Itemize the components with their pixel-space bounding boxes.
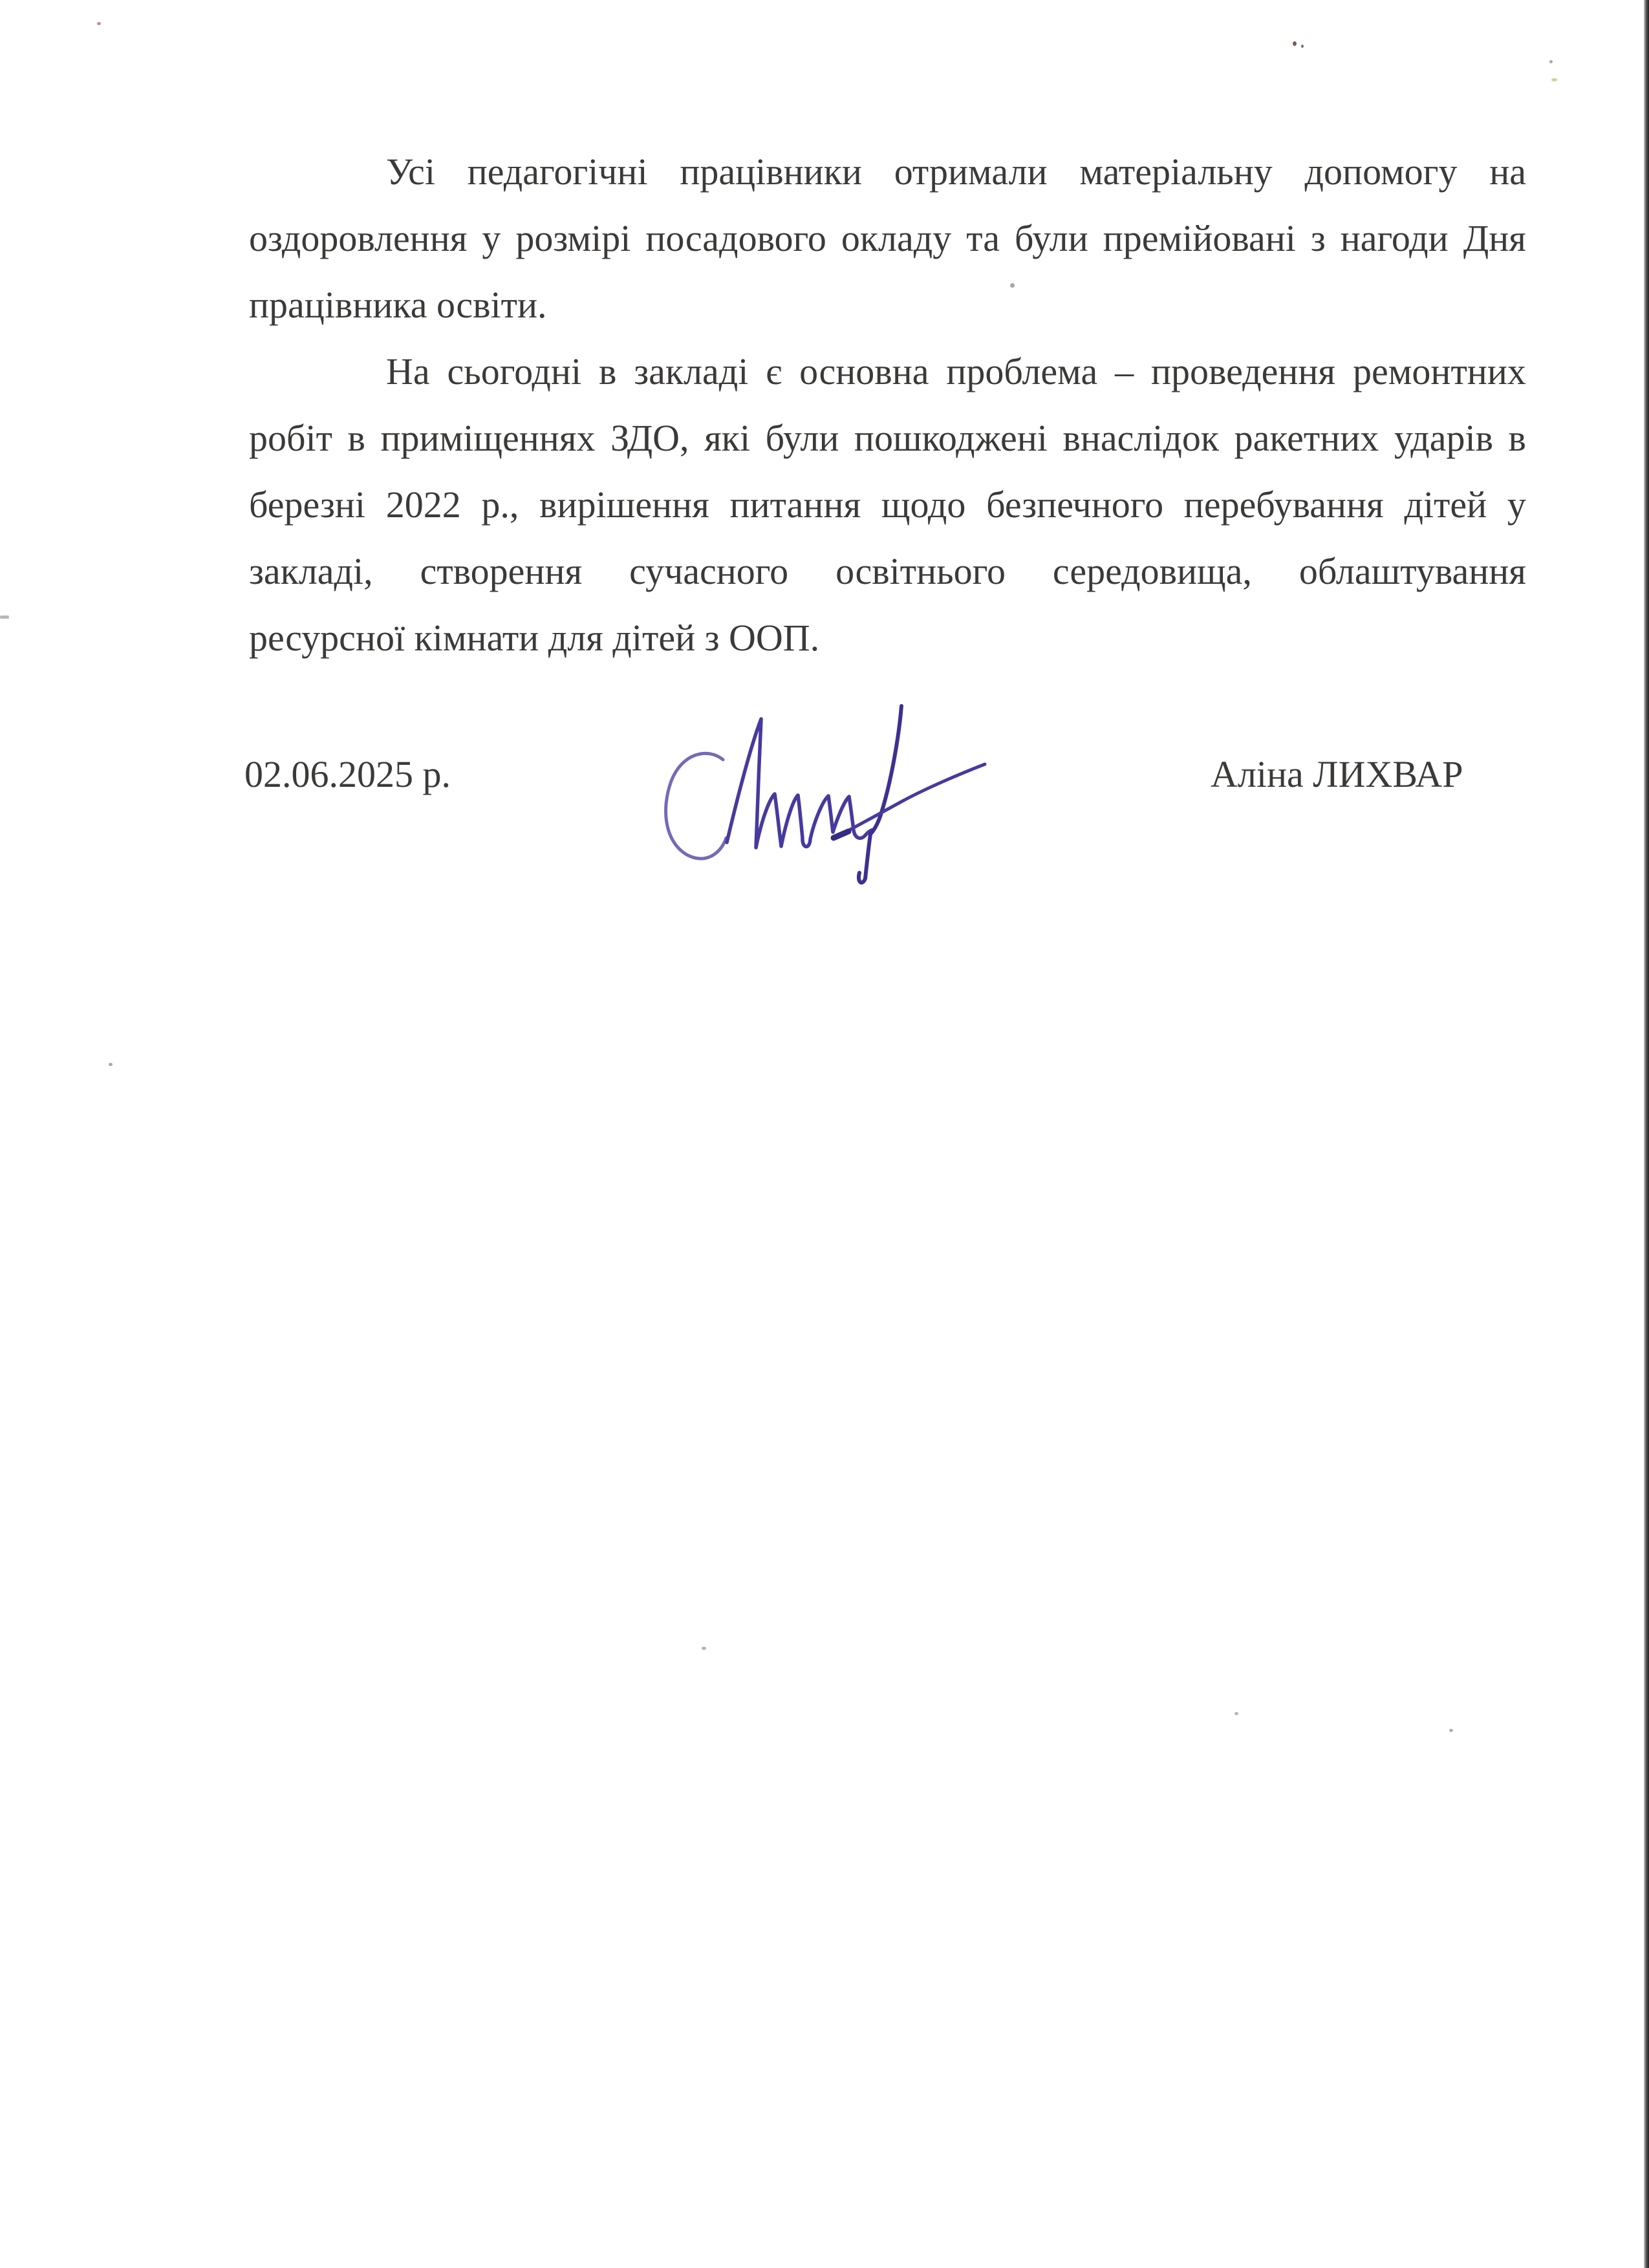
- scan-speckle: [1301, 45, 1304, 48]
- body-line: ресурсної кімнати для дітей з ООП.: [249, 617, 820, 659]
- body-line: березні 2022 р., вирішення питання щодо безпечного перебування дітей у: [249, 484, 1526, 526]
- signature-ink-icon: [647, 698, 996, 957]
- scan-speckle: [1549, 60, 1553, 63]
- scan-speckle: [1010, 283, 1015, 288]
- scan-speckle: [1449, 1729, 1453, 1732]
- handwritten-signature: [647, 698, 996, 957]
- scan-speckle: [109, 1063, 113, 1066]
- paragraph: [249, 138, 1526, 338]
- body-line: оздоровлення у розмірі посадового окладу та були премійовані з нагоди Дня: [249, 217, 1526, 259]
- body-line: На сьогодні в закладі є основна проблема – проведення ремонтних: [386, 350, 1526, 392]
- scan-speckle: [1234, 1712, 1238, 1715]
- scan-speckle: [97, 22, 101, 25]
- body-line: робіт в приміщеннях ЗДО, які були пошкоджені внаслідок ракетних ударів в: [249, 417, 1526, 459]
- paragraph: [249, 338, 1526, 671]
- body-line: Усі педагогічні працівники отримали матеріальну допомогу на: [386, 151, 1526, 193]
- scan-speckle: [702, 1647, 706, 1650]
- document-date: 02.06.2025 р.: [244, 753, 451, 795]
- scan-speckle: [1551, 78, 1557, 81]
- scan-speckle: [0, 615, 9, 619]
- body-line: працівника освіти.: [249, 284, 547, 326]
- body-line: закладі, створення сучасного освітнього середовища, облаштування: [249, 550, 1526, 592]
- scan-speckle: [1293, 41, 1297, 46]
- scan-edge-shadow: [1644, 0, 1649, 2268]
- document-body: [249, 138, 1526, 671]
- signer-name: Аліна ЛИХВАР: [1211, 753, 1463, 795]
